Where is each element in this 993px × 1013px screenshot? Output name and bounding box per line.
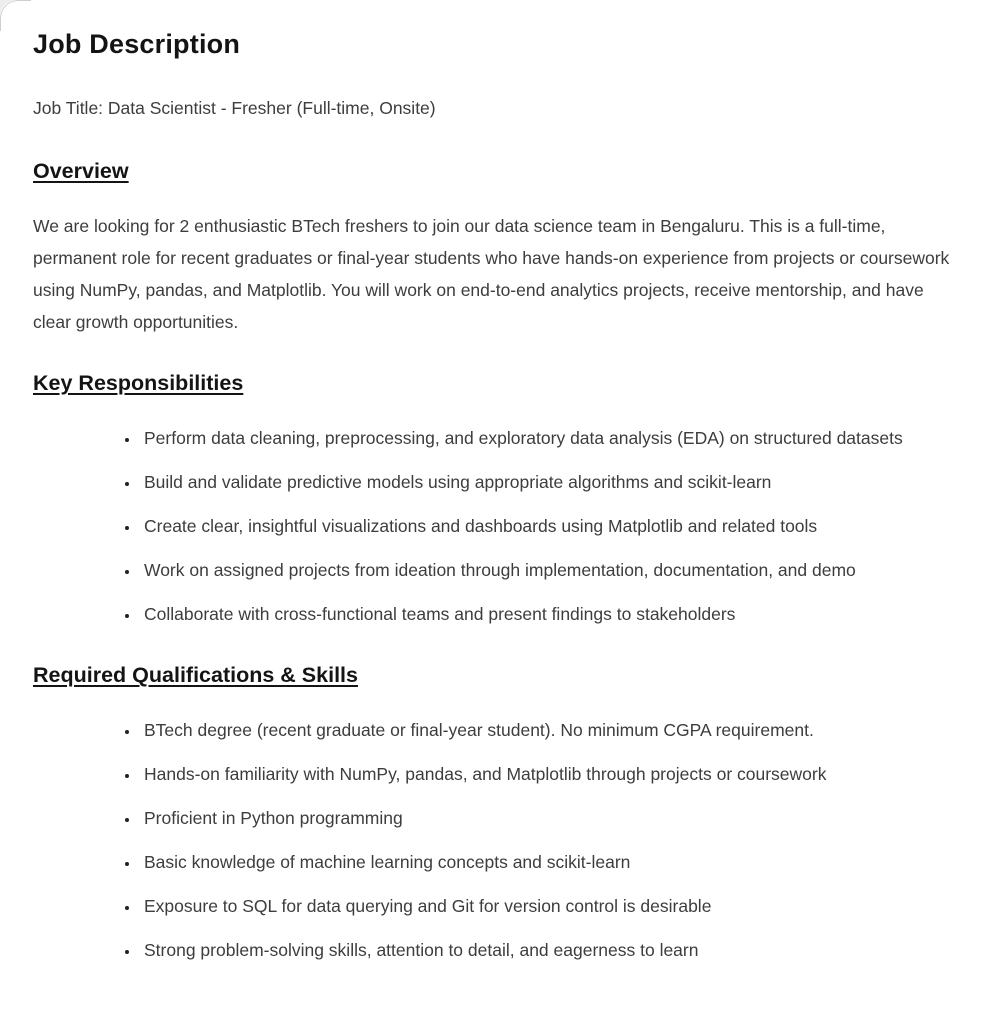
list-item: • Work on assigned projects from ideation through implementation, documentation, and demo bbox=[140, 554, 960, 586]
list-item: • Collaborate with cross-functional teams and present findings to stakeholders bbox=[140, 598, 960, 630]
job-title-line: Job Title: Data Scientist - Fresher (Full-time, Onsite) bbox=[33, 98, 436, 118]
card-rounded-corner bbox=[0, 0, 31, 31]
list-item: • Hands-on familiarity with NumPy, pandas, and Matplotlib through projects or coursework bbox=[140, 758, 960, 790]
section-heading-overview: Overview bbox=[33, 159, 129, 183]
list-item: • Create clear, insightful visualizations and dashboards using Matplotlib and related tools bbox=[140, 510, 960, 542]
list-item: • Basic knowledge of machine learning concepts and scikit-learn bbox=[140, 846, 960, 878]
list-item: • Exposure to SQL for data querying and Git for version control is desirable bbox=[140, 890, 960, 922]
section-heading-required-qualifications: Required Qualifications & Skills bbox=[33, 663, 358, 687]
list-item: • Perform data cleaning, preprocessing, and exploratory data analysis (EDA) on structured datasets bbox=[140, 422, 960, 454]
list-item: • Strong problem-solving skills, attention to detail, and eagerness to learn bbox=[140, 934, 960, 966]
list-item: • BTech degree (recent graduate or final-year student). No minimum CGPA requirement. bbox=[140, 714, 960, 746]
list-item: • Proficient in Python programming bbox=[140, 802, 960, 834]
overview-paragraph: We are looking for 2 enthusiastic BTech freshers to join our data science team in Bengaluru. This is a full-time, permanent role for recent graduates or final-year students who have hands-on experience from projects or coursework using NumPy, pandas, and Matplotlib. You will work on end-to-end analytics projects, receive mentorship, and have clear growth opportunities. bbox=[33, 216, 950, 332]
responsibilities-list bbox=[33, 422, 960, 630]
list-item: • Build and validate predictive models using appropriate algorithms and scikit-learn bbox=[140, 466, 960, 498]
page-title: Job Description bbox=[33, 29, 241, 59]
qualifications-list bbox=[33, 714, 960, 966]
section-heading-key-responsibilities: Key Responsibilities bbox=[33, 371, 244, 395]
